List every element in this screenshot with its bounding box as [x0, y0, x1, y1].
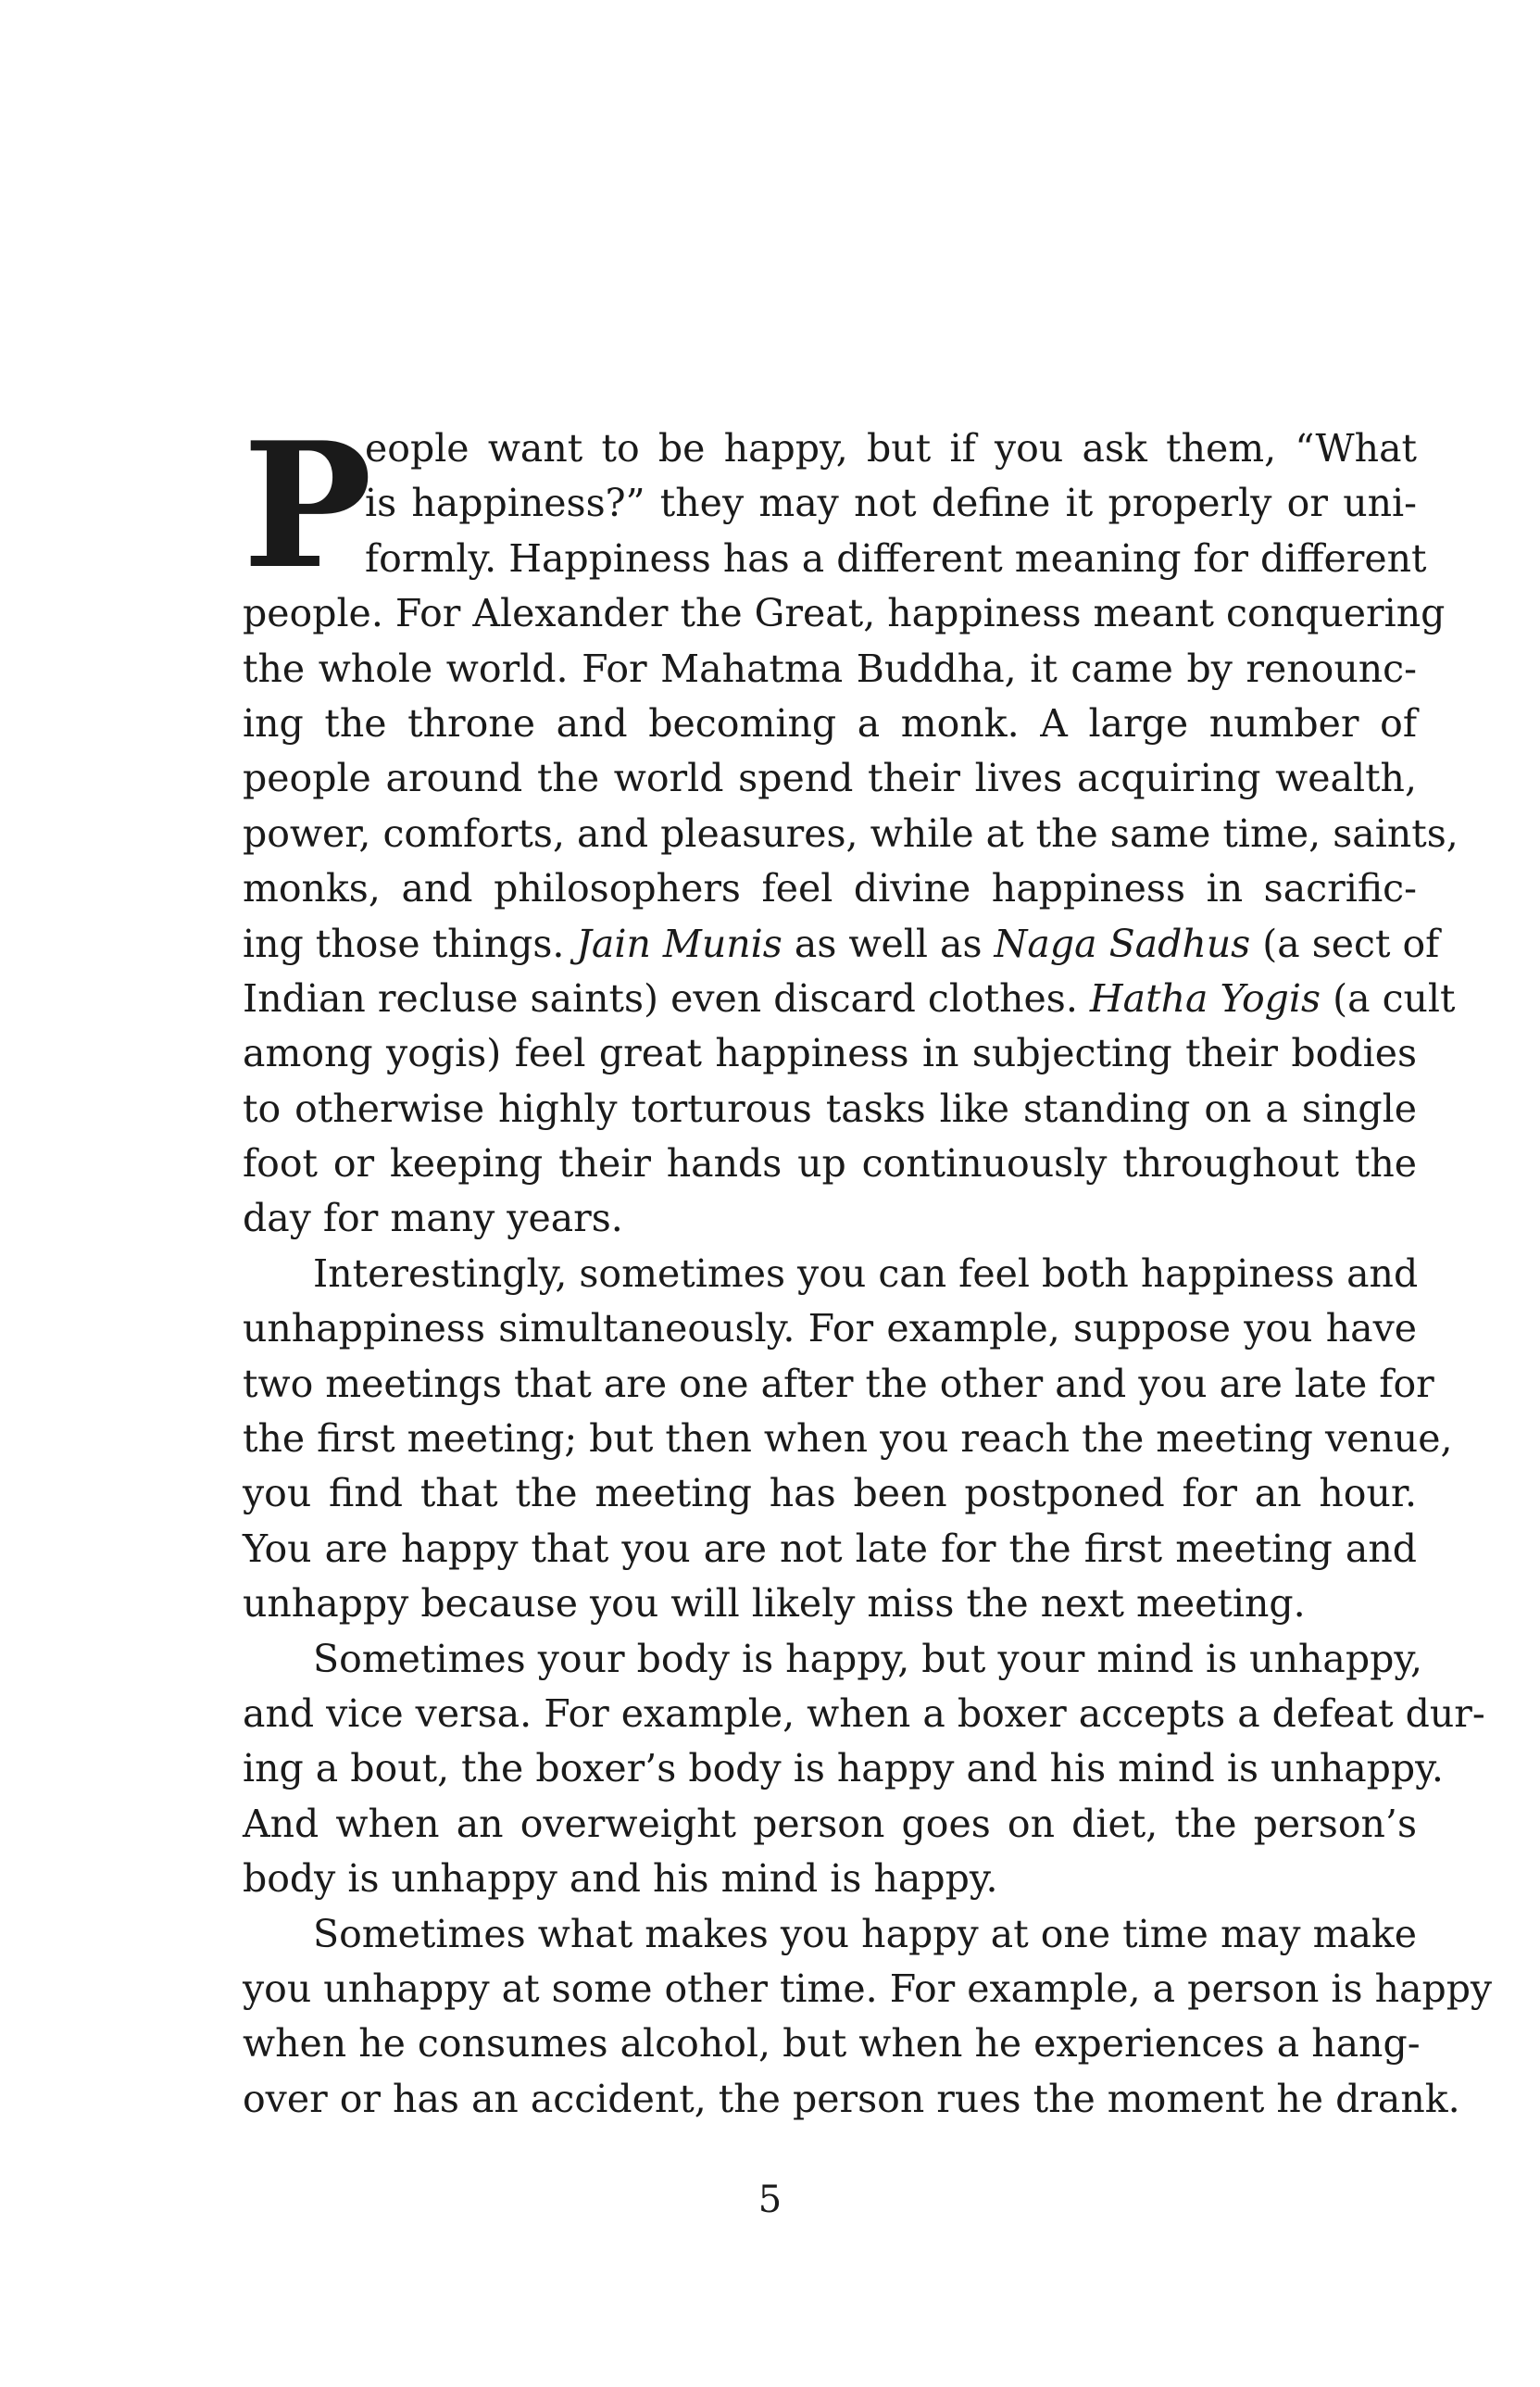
text-line	[243, 2072, 1460, 2127]
text-line	[243, 1026, 1417, 1081]
text-segment: Interestingly, sometimes you can feel both happiness and	[313, 1250, 1419, 1296]
text-line	[243, 1962, 1493, 2016]
text-segment: monks, and philosophers feel divine happiness in sacrific-	[243, 866, 1417, 911]
text-segment: the first meeting; but then when you reach the meeting venue,	[243, 1416, 1453, 1462]
text-segment: (a sect of	[1250, 921, 1440, 966]
text-line	[243, 1687, 1485, 1741]
italic-term: Hatha Yogis	[1089, 975, 1321, 1021]
text-line	[243, 1632, 1423, 1687]
text-line	[243, 1191, 1417, 1246]
text-segment: to otherwise highly torturous tasks like standing on a single	[243, 1086, 1417, 1131]
text-line	[243, 972, 1456, 1026]
text-line	[243, 751, 1417, 806]
text-segment: power, comforts, and pleasures, while at the same time, saints,	[243, 810, 1459, 856]
text-line	[243, 1412, 1453, 1466]
text-segment: you find that the meeting has been postponed for an hour.	[243, 1471, 1417, 1516]
text-line	[243, 1522, 1417, 1577]
text-line	[243, 532, 1427, 586]
text-segment: the whole world. For Mahatma Buddha, it came by renounc-	[243, 646, 1417, 691]
text-segment: unhappiness simultaneously. For example, suppose you have	[243, 1306, 1417, 1351]
text-segment: Indian recluse saints) even discard clothes.	[243, 975, 1090, 1021]
body-text	[243, 404, 1493, 2127]
text-segment: over or has an accident, the person rues the moment he drank.	[243, 2076, 1460, 2121]
text-segment: unhappy because you will likely miss the next meeting.	[243, 1581, 1306, 1627]
text-segment: when he consumes alcohol, but when he experiences a hang-	[243, 2021, 1421, 2067]
text-line	[243, 1301, 1417, 1356]
text-line	[243, 586, 1446, 641]
text-segment: And when an overweight person goes on diet, the person’s	[243, 1801, 1417, 1846]
text-segment: eople want to be happy, but if you ask them, “What	[365, 426, 1417, 471]
text-segment: (a cult	[1321, 975, 1456, 1021]
text-line	[243, 1247, 1417, 1301]
text-line	[243, 917, 1440, 972]
text-line	[243, 1907, 1417, 1962]
text-segment: Sometimes your body is happy, but your mind is unhappy,	[313, 1636, 1423, 1681]
text-segment: and vice versa. For example, when a boxer accepts a defeat dur-	[243, 1690, 1485, 1736]
text-line	[243, 697, 1417, 751]
text-line	[243, 2016, 1421, 2071]
text-line	[243, 1577, 1417, 1631]
text-line	[243, 1741, 1444, 1796]
text-segment: among yogis) feel great happiness in subjecting their bodies	[243, 1031, 1417, 1076]
text-segment: is happiness?” they may not define it properly or uni-	[365, 481, 1417, 526]
text-line	[243, 1082, 1417, 1137]
text-line	[243, 642, 1417, 697]
page-number: 5	[757, 2179, 783, 2221]
text-segment: day for many years.	[243, 1196, 623, 1241]
text-line	[243, 1466, 1417, 1521]
text-segment: ing a bout, the boxer’s body is happy and his mind is unhappy.	[243, 1746, 1444, 1791]
text-line	[243, 1797, 1417, 1852]
text-segment: foot or keeping their hands up continuously throughout the	[243, 1141, 1417, 1187]
text-line	[243, 861, 1417, 916]
text-line	[243, 807, 1459, 861]
text-segment: You are happy that you are not late for the first meeting and	[243, 1526, 1417, 1571]
text-line	[243, 421, 1417, 476]
italic-term: Naga Sadhus	[994, 921, 1251, 966]
drop-cap: P	[243, 404, 372, 607]
text-segment: ing the throne and becoming a monk. A large number of	[243, 700, 1417, 746]
text-line	[243, 1852, 1417, 1906]
text-line	[243, 1137, 1417, 1191]
text-segment: you unhappy at some other time. For example, a person is happy	[243, 1966, 1493, 2011]
text-segment: as well as	[782, 921, 995, 966]
text-segment: people. For Alexander the Great, happiness meant conquering	[243, 591, 1446, 636]
text-line	[243, 476, 1417, 531]
text-segment: people around the world spend their lives acquiring wealth,	[243, 756, 1417, 801]
italic-term: Jain Munis	[576, 921, 783, 966]
text-segment: Sometimes what makes you happy at one time may make	[313, 1911, 1417, 1956]
text-segment: ing those things.	[243, 921, 577, 966]
text-segment: body is unhappy and his mind is happy.	[243, 1856, 998, 1902]
text-line	[243, 1357, 1434, 1412]
text-segment: formly. Happiness has a different meaning for different	[365, 535, 1427, 581]
text-segment: two meetings that are one after the other and you are late for	[243, 1361, 1434, 1406]
